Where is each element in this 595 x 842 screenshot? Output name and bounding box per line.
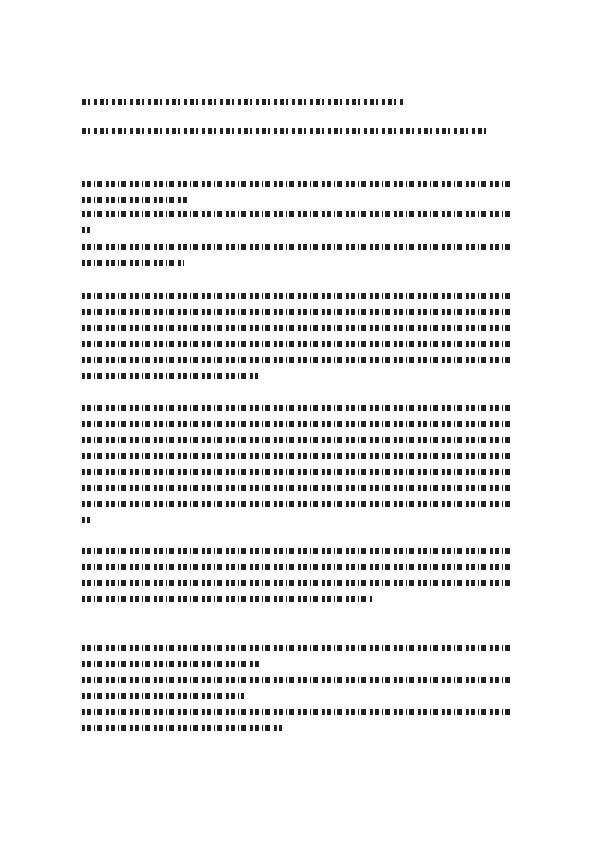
paragraph-7 <box>0 0 1 1</box>
paragraph-4-line-5 <box>82 357 514 363</box>
document-heading <box>0 0 1 1</box>
paragraph-8 <box>0 0 1 1</box>
paragraph-5-line-6 <box>82 485 514 491</box>
paragraph-5-line-5 <box>82 469 514 475</box>
paragraph-6 <box>0 0 1 1</box>
paragraph-6-line-3 <box>82 580 514 586</box>
paragraph-4-line-6 <box>82 373 258 379</box>
paragraph-1 <box>0 0 1 1</box>
paragraph-7-line-1 <box>82 645 514 651</box>
document-subheading-line <box>82 128 490 134</box>
paragraph-2 <box>0 0 1 1</box>
paragraph-1-line-2 <box>82 197 190 203</box>
paragraph-6-line-1 <box>82 548 514 554</box>
paragraph-2-line-2 <box>82 227 90 233</box>
paragraph-5-line-8 <box>82 517 90 523</box>
paragraph-5-line-4 <box>82 453 514 459</box>
paragraph-9 <box>0 0 1 1</box>
paragraph-4-line-4 <box>82 341 514 347</box>
paragraph-3-line-2 <box>82 260 184 266</box>
paragraph-5-line-1 <box>82 405 514 411</box>
paragraph-9-line-1 <box>82 709 514 715</box>
paragraph-5-line-3 <box>82 437 514 443</box>
paragraph-3-line-1 <box>82 244 512 250</box>
paragraph-4-line-3 <box>82 325 514 331</box>
paragraph-9-line-2 <box>82 725 282 731</box>
paragraph-6-line-4 <box>82 596 372 602</box>
paragraph-1-line-1 <box>82 181 510 187</box>
paragraph-4-line-2 <box>82 309 514 315</box>
document-heading-line <box>82 99 406 105</box>
paragraph-4 <box>0 0 1 1</box>
paragraph-2-line-1 <box>82 211 510 217</box>
paragraph-3 <box>0 0 1 1</box>
paragraph-5 <box>0 0 1 1</box>
paragraph-8-line-1 <box>82 677 514 683</box>
paragraph-5-line-2 <box>82 421 514 427</box>
paragraph-7-line-2 <box>82 661 260 667</box>
paragraph-8-line-2 <box>82 693 244 699</box>
document-subheading <box>0 0 1 1</box>
paragraph-5-line-7 <box>82 501 514 507</box>
paragraph-6-line-2 <box>82 564 514 570</box>
paragraph-4-line-1 <box>82 293 514 299</box>
